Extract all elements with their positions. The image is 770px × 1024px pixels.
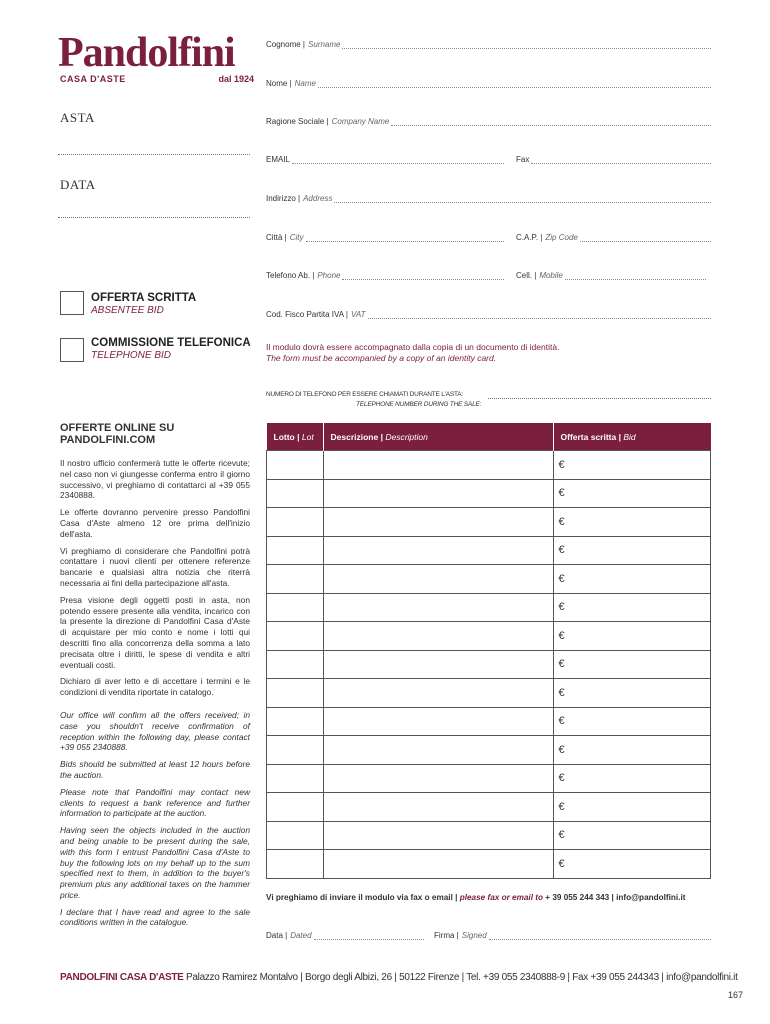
data-field[interactable] bbox=[58, 217, 250, 218]
lot-cell[interactable] bbox=[267, 536, 324, 565]
bid-amount-cell[interactable]: € bbox=[553, 850, 711, 879]
name-label-en: Name bbox=[294, 79, 316, 88]
bid-table-row bbox=[267, 565, 711, 594]
lot-cell[interactable] bbox=[267, 707, 324, 736]
date-label: Data | bbox=[266, 931, 288, 940]
info-paragraph-en: Bids should be submitted at least 12 hours before the auction. bbox=[60, 759, 250, 780]
city-label: Città | bbox=[266, 233, 287, 242]
bid-amount-cell[interactable]: € bbox=[553, 650, 711, 679]
bid-table bbox=[266, 423, 711, 879]
bid-table-row bbox=[267, 850, 711, 879]
description-cell[interactable] bbox=[323, 536, 553, 565]
bid-amount-cell[interactable]: € bbox=[553, 565, 711, 594]
zip-field[interactable] bbox=[516, 233, 711, 242]
surname-label-en: Surname bbox=[308, 40, 341, 49]
description-cell[interactable] bbox=[323, 622, 553, 651]
company-field[interactable] bbox=[266, 117, 711, 126]
bid-amount-cell[interactable]: € bbox=[553, 764, 711, 793]
bid-table-row bbox=[267, 793, 711, 822]
zip-label: C.A.P. | bbox=[516, 233, 543, 242]
city-label-en: City bbox=[289, 233, 304, 242]
logo-subtitle: CASA D'ASTE bbox=[60, 74, 126, 84]
description-cell[interactable] bbox=[323, 764, 553, 793]
send-prefix: Vi preghiamo di inviare il modulo via fax o email | bbox=[266, 893, 458, 902]
mobile-label: Cell. | bbox=[516, 271, 537, 280]
phone-label-en: Phone bbox=[317, 271, 341, 280]
surname-label: Cognome | bbox=[266, 40, 305, 49]
signature-field[interactable] bbox=[434, 931, 711, 940]
bid-table-row bbox=[267, 764, 711, 793]
city-field[interactable] bbox=[266, 233, 504, 242]
asta-field[interactable] bbox=[58, 154, 250, 155]
address-field[interactable] bbox=[266, 194, 711, 203]
bid-table-row bbox=[267, 736, 711, 765]
bid-table-row bbox=[267, 707, 711, 736]
description-cell[interactable] bbox=[323, 821, 553, 850]
footer-address: Palazzo Ramirez Montalvo | Borgo degli Albizi, 26 | 50122 Firenze | Tel. +39 055 2340888-9 | Fax +39 055 244343 | info@pandolfini.it bbox=[186, 972, 738, 983]
description-cell[interactable] bbox=[323, 508, 553, 537]
lot-cell[interactable] bbox=[267, 508, 324, 537]
info-paragraph-en: I declare that I have read and agree to the sale conditions written in the catalogue. bbox=[60, 906, 250, 928]
description-cell[interactable] bbox=[323, 565, 553, 594]
bid-table-row bbox=[267, 536, 711, 565]
absentee-bid-title: OFFERTA SCRITTA bbox=[91, 292, 197, 304]
date-label-en: Dated bbox=[290, 931, 312, 940]
description-cell[interactable] bbox=[323, 707, 553, 736]
call-phone-field[interactable] bbox=[488, 398, 711, 399]
info-paragraph-it: Presa visione degli oggetti posti in asta, non potendo essere presente alla vendita, incarico con la presente la direzione di Pandolfini Casa d'Aste di acquistare per mio conto e nome i lotti qui descritti fino alla concorrenza della somma a lato precisata oltre i diritti, le spese di vendita e altri eventuali costi. bbox=[60, 594, 250, 670]
info-paragraph-it: Le offerte dovranno pervenire presso Pandolfini Casa d'Aste almeno 12 ore prima dell'inizio dell'asta. bbox=[60, 507, 250, 539]
bid-table-row bbox=[267, 821, 711, 850]
lot-cell[interactable] bbox=[267, 821, 324, 850]
vat-field[interactable] bbox=[266, 310, 711, 319]
online-offers-title: OFFERTE ONLINE SU PANDOLFINI.COM bbox=[60, 422, 175, 446]
description-cell[interactable] bbox=[323, 850, 553, 879]
date-field[interactable] bbox=[266, 931, 424, 940]
absentee-bid-checkbox[interactable] bbox=[60, 291, 84, 315]
bid-amount-cell[interactable]: € bbox=[553, 536, 711, 565]
mobile-label-en: Mobile bbox=[539, 271, 563, 280]
bid-table-row bbox=[267, 650, 711, 679]
lot-cell[interactable] bbox=[267, 451, 324, 480]
zip-label-en: Zip Code bbox=[545, 233, 578, 242]
email-field[interactable] bbox=[266, 155, 504, 164]
telephone-bid-subtitle: TELEPHONE BID bbox=[91, 350, 172, 361]
logo-wordmark: Pandolfini bbox=[58, 30, 235, 76]
bid-table-row bbox=[267, 479, 711, 508]
footer bbox=[60, 972, 738, 983]
company-label: Ragione Sociale | bbox=[266, 117, 329, 126]
bid-amount-cell[interactable]: € bbox=[553, 479, 711, 508]
lot-cell[interactable] bbox=[267, 479, 324, 508]
lot-cell[interactable] bbox=[267, 593, 324, 622]
info-paragraph-en: Our office will confirm all the offers received; in case you shouldn't receive confirmation of reception within the following day, please contact +39 055 2340888. bbox=[60, 709, 250, 753]
signature-label-en: Signed bbox=[461, 931, 487, 940]
lot-cell[interactable] bbox=[267, 650, 324, 679]
bid-table-row bbox=[267, 679, 711, 708]
lot-cell[interactable] bbox=[267, 736, 324, 765]
lot-cell[interactable] bbox=[267, 679, 324, 708]
bid-amount-cell[interactable]: € bbox=[553, 593, 711, 622]
description-cell[interactable] bbox=[323, 451, 553, 480]
asta-label: ASTA bbox=[60, 110, 95, 125]
address-label-en: Address bbox=[303, 194, 333, 203]
bid-amount-cell[interactable]: € bbox=[553, 451, 711, 480]
description-cell[interactable] bbox=[323, 736, 553, 765]
bid-amount-cell[interactable]: € bbox=[553, 821, 711, 850]
info-paragraph-it: Vi preghiamo di considerare che Pandolfini potrà contattare i nuovi clienti per ottenere referenze bancarie e qualsiasi altra notizia che riterrà necessaria ai fini della partecipazione all'asta. bbox=[60, 545, 250, 588]
page-number: 167 bbox=[728, 990, 744, 1000]
vat-label-en: VAT bbox=[350, 310, 366, 319]
call-phone-label-en: TELEPHONE NUMBER DURING THE SALE: bbox=[356, 401, 482, 408]
online-offers-section bbox=[60, 422, 250, 934]
info-paragraph-it: Il nostro ufficio confermerà tutte le offerte ricevute; nel caso non vi giungesse conferma entro il giorno successivo, vi preghiamo di contattarci al +39 055 2340888. bbox=[60, 458, 250, 501]
description-cell[interactable] bbox=[323, 593, 553, 622]
phone-label: Telefono Ab. | bbox=[266, 271, 315, 280]
email-label: EMAIL bbox=[266, 155, 291, 164]
send-italic: please fax or email to bbox=[459, 893, 543, 902]
bid-table-row bbox=[267, 593, 711, 622]
signature-label: Firma | bbox=[434, 931, 459, 940]
absentee-bid-subtitle: ABSENTEE BID bbox=[91, 305, 164, 316]
description-column-header: Descrizione | Description bbox=[323, 423, 553, 451]
lot-cell[interactable] bbox=[267, 764, 324, 793]
call-phone-label-it: NUMERO DI TELEFONO PER ESSERE CHIAMATI DURANTE L'ASTA: bbox=[266, 391, 464, 398]
send-instructions bbox=[266, 893, 685, 902]
bid-amount-cell[interactable]: € bbox=[553, 508, 711, 537]
lot-column-header: Lotto | Lot bbox=[267, 423, 324, 451]
bid-amount-cell[interactable]: € bbox=[553, 622, 711, 651]
info-paragraph-en: Please note that Pandolfini may contact new clients to request a bank reference and further information to participate at the auction. bbox=[60, 786, 250, 819]
address-label: Indirizzo | bbox=[266, 194, 301, 203]
send-contact: + 39 055 244 343 | info@pandolfini.it bbox=[545, 893, 686, 902]
logo-year: dal 1924 bbox=[218, 74, 254, 84]
info-paragraph-it: Dichiaro di aver letto e di accettare i termini e le condizioni di vendita riportate in catalogo. bbox=[60, 676, 250, 698]
data-label: DATA bbox=[60, 177, 96, 192]
name-label: Nome | bbox=[266, 79, 292, 88]
bid-amount-cell[interactable]: € bbox=[553, 707, 711, 736]
info-paragraph-en: Having seen the objects included in the auction and being unable to be present during the sale, with this form I entrust Pandolfini Casa d'Aste to buy the following lots on my behalf up to the sum specified next to them, in addition to the buyer's premium plus any additional taxes on the hammer price. bbox=[60, 825, 250, 900]
lot-cell[interactable] bbox=[267, 565, 324, 594]
telephone-bid-title: COMMISSIONE TELEFONICA bbox=[91, 337, 251, 349]
description-cell[interactable] bbox=[323, 650, 553, 679]
description-cell[interactable] bbox=[323, 793, 553, 822]
id-notice-en: The form must be accompanied by a copy of an identity card. bbox=[266, 353, 497, 363]
bid-amount-cell[interactable]: € bbox=[553, 679, 711, 708]
bid-column-header: Offerta scritta | Bid bbox=[553, 423, 711, 451]
id-notice-it: Il modulo dovrà essere accompagnato dalla copia di un documento di identità. bbox=[266, 342, 560, 352]
bid-amount-cell[interactable]: € bbox=[553, 736, 711, 765]
pandolfini-logo bbox=[58, 30, 254, 88]
mobile-field[interactable] bbox=[516, 271, 706, 280]
lot-cell[interactable] bbox=[267, 793, 324, 822]
bid-table-row bbox=[267, 508, 711, 537]
bid-table-header bbox=[267, 423, 711, 451]
lot-cell[interactable] bbox=[267, 850, 324, 879]
phone-field[interactable] bbox=[266, 271, 504, 280]
description-cell[interactable] bbox=[323, 479, 553, 508]
footer-brand: PANDOLFINI CASA D'ASTE bbox=[60, 972, 184, 983]
name-field[interactable] bbox=[266, 79, 711, 88]
bid-amount-cell[interactable]: € bbox=[553, 793, 711, 822]
bid-table-row bbox=[267, 622, 711, 651]
surname-field[interactable] bbox=[266, 40, 711, 49]
company-label-en: Company Name bbox=[331, 117, 390, 126]
vat-label: Cod. Fisco Partita IVA | bbox=[266, 310, 348, 319]
bid-table-row bbox=[267, 451, 711, 480]
fax-label: Fax bbox=[516, 155, 530, 164]
description-cell[interactable] bbox=[323, 679, 553, 708]
telephone-bid-checkbox[interactable] bbox=[60, 338, 84, 362]
fax-field[interactable] bbox=[516, 155, 711, 164]
lot-cell[interactable] bbox=[267, 622, 324, 651]
